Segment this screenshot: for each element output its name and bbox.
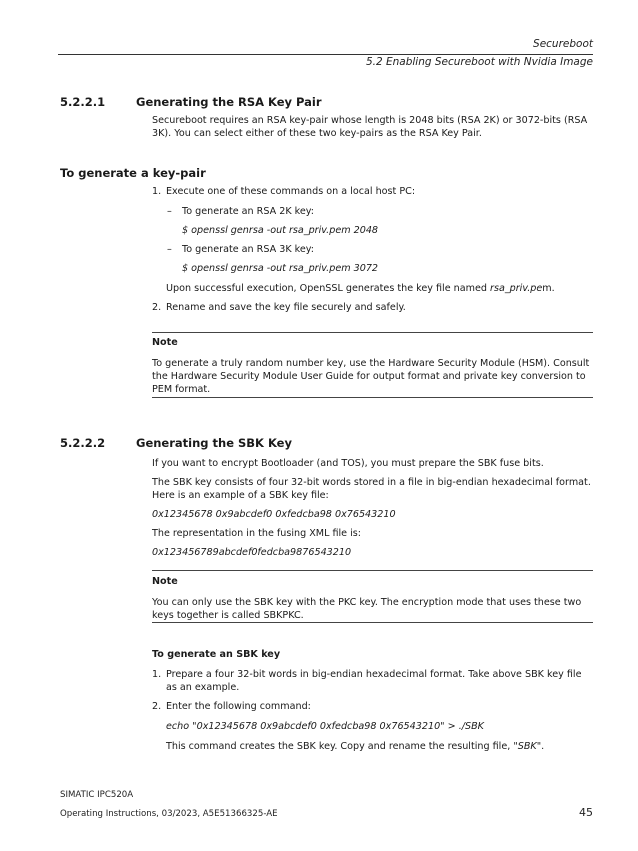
header-rule xyxy=(58,54,593,55)
key-example: 0x12345678 0x9abcdef0 0xfedcba98 0x76543210 xyxy=(152,509,396,520)
result-prefix: This command creates the SBK key. Copy and rename the resulting file, " xyxy=(166,741,518,752)
command-line: $ openssl genrsa -out rsa_priv.pem 3072 xyxy=(182,263,379,274)
list-item xyxy=(152,668,592,694)
note-text: You can only use the SBK key with the PKC key. The encryption mode that uses these two keys together is called SBKPKC. xyxy=(152,597,582,621)
result-text xyxy=(166,740,592,753)
paragraph: If you want to encrypt Bootloader (and TOS), you must prepare the SBK fuse bits. xyxy=(152,458,544,469)
result-suffix: m. xyxy=(542,283,555,294)
paragraph: The representation in the fusing XML file is: xyxy=(152,528,362,539)
paragraph: The SBK key consists of four 32-bit words stored in a file in big-endian hexadecimal format. Here is an example of a SBK key file: xyxy=(152,477,591,501)
page-number: 45 xyxy=(579,806,593,819)
command-line: $ openssl genrsa -out rsa_priv.pem 2048 xyxy=(182,225,379,236)
section-intro: Secureboot requires an RSA key-pair whose length is 2048 bits (RSA 2K) or 3072-bits (RSA 3K). You can select either of these two key-pairs as the RSA Key Pair. xyxy=(152,115,588,139)
dash-bullet: – xyxy=(167,206,172,217)
list-text: To generate an RSA 3K key: xyxy=(182,244,314,255)
xml-representation: 0x123456789abcdef0fedcba9876543210 xyxy=(152,547,352,558)
note-top-rule xyxy=(152,570,593,571)
footer-product: SIMATIC IPC520A xyxy=(60,790,134,800)
note-bottom-rule xyxy=(152,622,593,623)
result-prefix: Upon successful execution, OpenSSL generates the key file named xyxy=(166,283,491,294)
procedure-heading: To generate a key-pair xyxy=(60,166,206,180)
running-header-section: 5.2 Enabling Secureboot with Nvidia Image xyxy=(365,56,593,68)
section-title: Generating the RSA Key Pair xyxy=(136,95,322,109)
section-number: 5.2.2.2 xyxy=(60,436,106,450)
running-header-chapter: Secureboot xyxy=(533,38,593,50)
result-filename: rsa_priv.pe xyxy=(490,283,543,294)
section-number: 5.2.2.1 xyxy=(60,95,106,109)
list-number: 1. xyxy=(152,186,162,197)
list-number: 2. xyxy=(152,701,162,712)
result-text xyxy=(166,282,592,295)
result-suffix: ". xyxy=(536,741,545,752)
footer-document: Operating Instructions, 03/2023, A5E51366325-AE xyxy=(60,809,278,819)
note-bottom-rule xyxy=(152,397,593,398)
dash-bullet: – xyxy=(167,244,172,255)
note-top-rule xyxy=(152,332,593,333)
list-text: Rename and save the key file securely and safely. xyxy=(166,302,406,313)
list-number: 2. xyxy=(152,302,162,313)
list-item xyxy=(152,301,592,314)
procedure-heading: To generate an SBK key xyxy=(152,649,281,660)
list-text: To generate an RSA 2K key: xyxy=(182,206,314,217)
list-text: Prepare a four 32-bit words in big-endian hexadecimal format. Take above SBK key file as an example. xyxy=(166,669,582,693)
list-number: 1. xyxy=(152,669,162,680)
list-text: Execute one of these commands on a local host PC: xyxy=(166,186,416,197)
command-line: echo "0x12345678 0x9abcdef0 0xfedcba98 0x76543210" > ./SBK xyxy=(166,721,484,732)
list-item xyxy=(152,700,592,713)
list-item xyxy=(167,243,592,256)
result-filename: SBK xyxy=(517,741,537,752)
note-label: Note xyxy=(152,576,178,587)
note-text: To generate a truly random number key, use the Hardware Security Module (HSM). Consult the Hardware Security Module User Guide for output format and private key conversion to PEM format. xyxy=(152,358,590,395)
note-label: Note xyxy=(152,337,178,348)
list-text: Enter the following command: xyxy=(166,701,311,712)
section-title: Generating the SBK Key xyxy=(136,436,292,450)
list-item xyxy=(167,205,592,218)
list-item xyxy=(152,185,592,198)
